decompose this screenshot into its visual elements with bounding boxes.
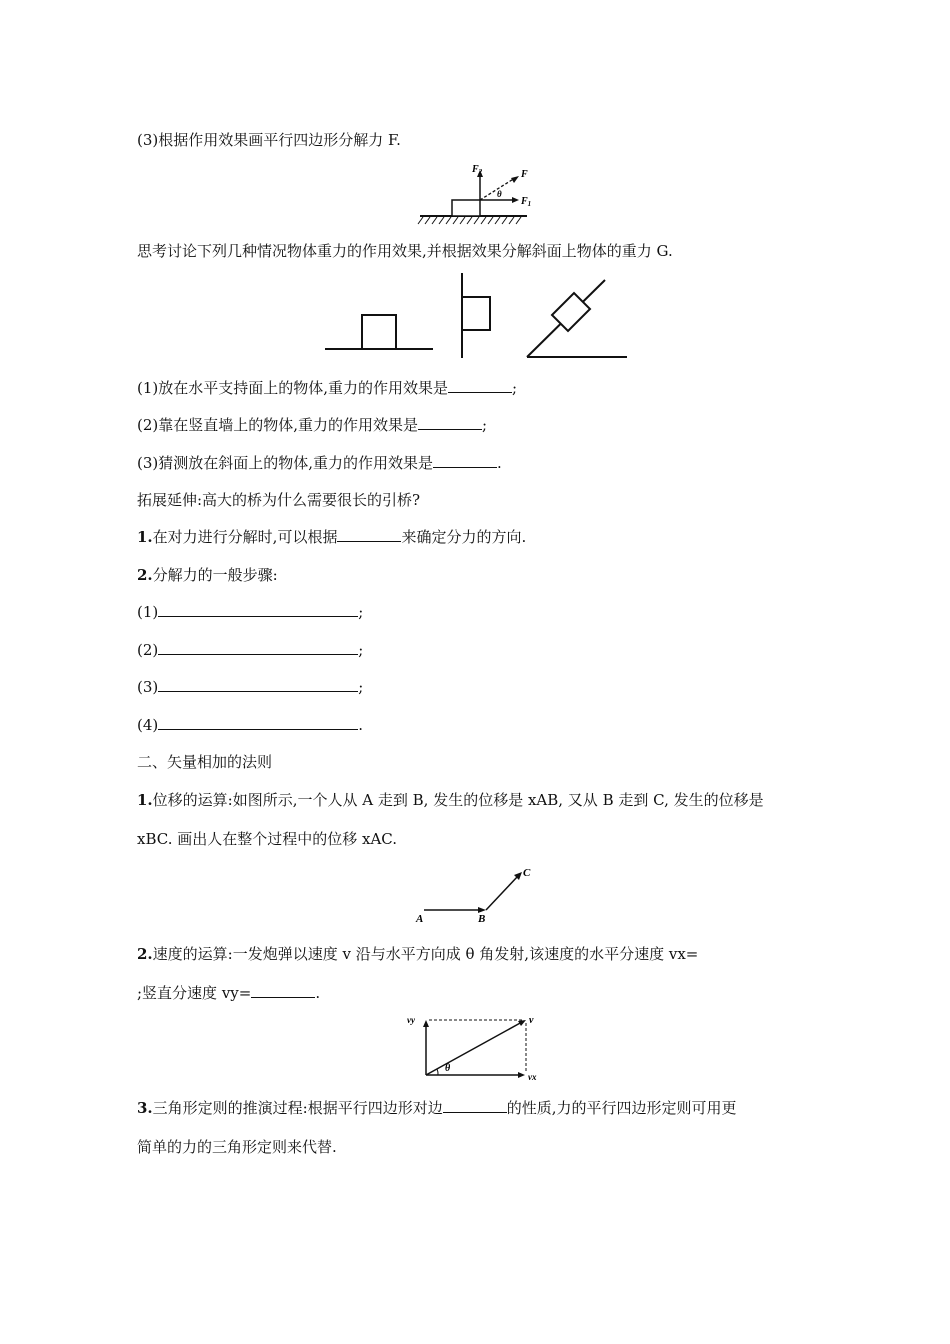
vx-label: vx	[528, 1072, 537, 1082]
step-blank-4[interactable]	[158, 715, 358, 730]
answer-blank-6[interactable]	[443, 1098, 507, 1113]
point-4-line-1: 2.速度的运算:一发炮弹以速度 v 沿与水平方向成 θ 角发射,该速度的水平分速度 vx=	[137, 945, 699, 963]
extension-text: 拓展延伸:高大的桥为什么需要很长的引桥?	[137, 491, 421, 509]
think-text: 思考讨论下列几种情况物体重力的作用效果,并根据效果分解斜面上物体的重力 G.	[137, 242, 673, 260]
step3-text: (3)根据作用效果画平行四边形分解力 F.	[137, 131, 401, 149]
f-label: F	[521, 169, 528, 180]
section-2-heading: 二、矢量相加的法则	[137, 753, 273, 771]
point-4-line-2: ;竖直分速度 vy= .	[137, 984, 321, 1002]
gravity-situations-figure	[320, 270, 640, 362]
v-label: v	[529, 1015, 534, 1026]
step-blank-2[interactable]	[158, 640, 358, 655]
point-3-line-2: xBC. 画出人在整个过程中的位移 xAC.	[137, 830, 398, 848]
point-3-line-1: 1.位移的运算:如图所示,一个人从 A 走到 B, 发生的位移是 xAB, 又从 B 走到 C, 发生的位移是	[137, 791, 764, 809]
block-on-wall	[462, 297, 490, 330]
label-b: B	[478, 913, 486, 925]
answer-blank-3[interactable]	[433, 453, 497, 468]
question-2: (2)靠在竖直墙上的物体,重力的作用效果是 ;	[137, 416, 488, 434]
point-2: 2.分解力的一般步骤:	[137, 566, 278, 584]
block	[452, 200, 480, 216]
answer-blank-4[interactable]	[337, 527, 401, 542]
displacement-figure	[412, 862, 542, 926]
question-3: (3)猜测放在斜面上的物体,重力的作用效果是 .	[137, 454, 502, 472]
f1-label: $F_1$	[521, 196, 532, 208]
theta-label: θ	[497, 189, 502, 199]
vy-label: vy	[407, 1015, 415, 1025]
velocity-decomposition-figure	[405, 1012, 545, 1088]
force-decomposition-figure	[415, 160, 545, 226]
question-1: (1)放在水平支持面上的物体,重力的作用效果是 ;	[137, 379, 518, 397]
step-blank-1[interactable]	[158, 602, 358, 617]
step-line-2: (2) ;	[137, 641, 364, 659]
step-line-3: (3) ;	[137, 678, 364, 696]
step-blank-3[interactable]	[158, 677, 358, 692]
point-1: 1.在对力进行分解时,可以根据 来确定分力的方向.	[137, 528, 527, 546]
label-c: C	[523, 867, 531, 879]
point-5-line-2: 简单的力的三角形定则来代替.	[137, 1138, 337, 1156]
answer-blank-1[interactable]	[448, 378, 512, 393]
answer-blank-5[interactable]	[251, 983, 315, 998]
f2-label: $F_2$	[472, 164, 483, 176]
step-line-4: (4) .	[137, 716, 364, 734]
point-5-line-1: 3.三角形定则的推演过程:根据平行四边形对边 的性质,力的平行四边形定则可用更	[137, 1099, 737, 1117]
block-on-floor	[362, 315, 396, 349]
theta-label: θ	[445, 1063, 451, 1074]
answer-blank-2[interactable]	[418, 415, 482, 430]
label-a: A	[416, 913, 424, 925]
step-line-1: (1) ;	[137, 603, 364, 621]
